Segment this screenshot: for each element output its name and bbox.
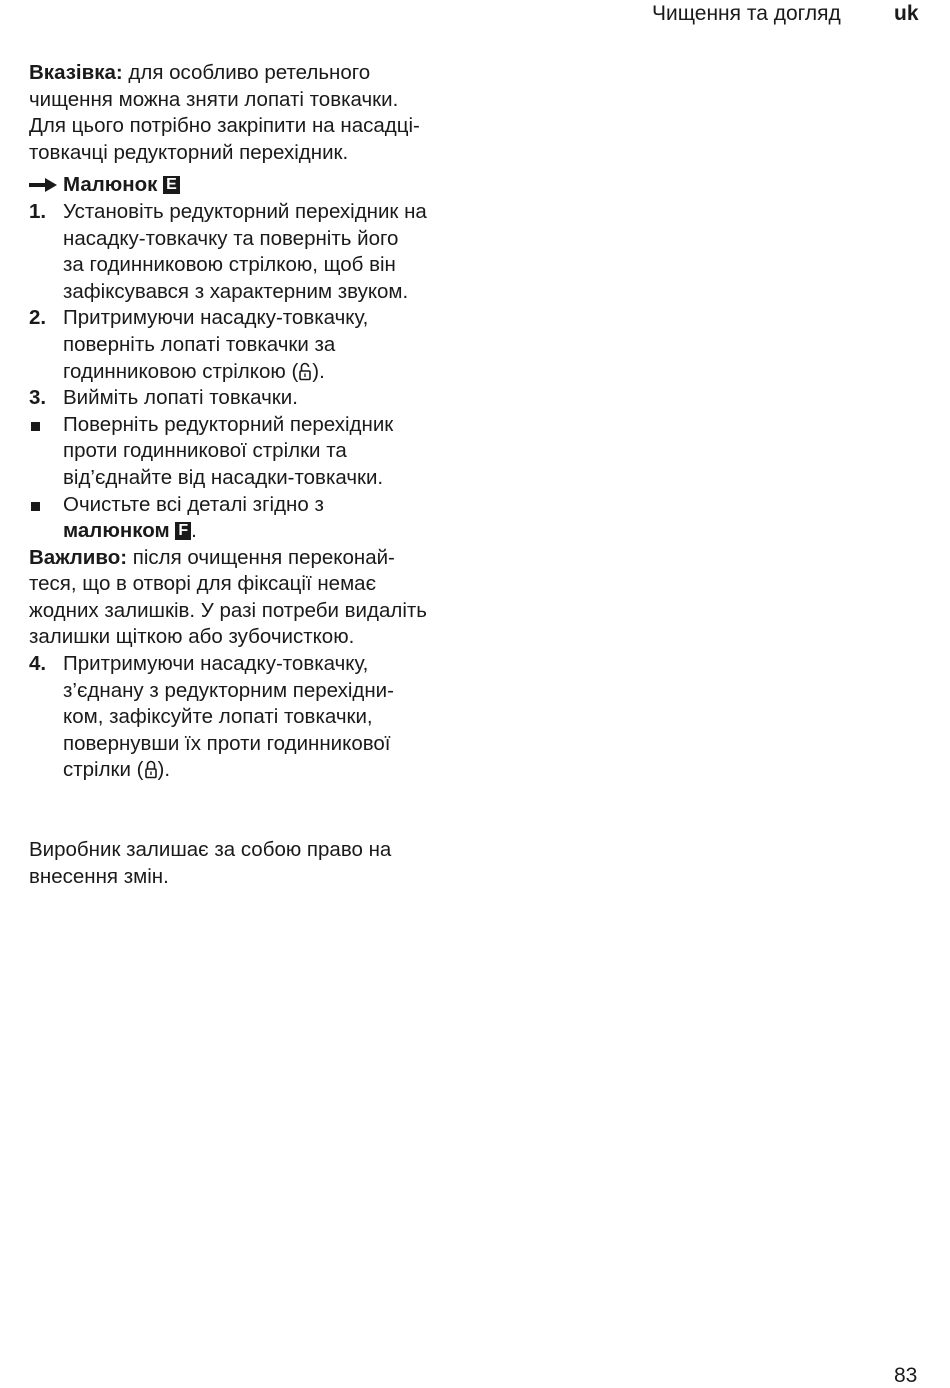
step-2: 2. Притримуючи насадку-товкачку, поверніть лопаті товкачки за годинниковою стрілкою ( ). (29, 306, 369, 383)
step-number: 2. (29, 306, 47, 330)
note-label: Вказівка: (29, 61, 123, 84)
step-1: 1. Установіть редукторний перехідник на насадку-товкачку та поверніть його за годинниковою стрілкою, щоб він зафіксувався з характерним звуком. (29, 199, 427, 303)
figure-letter-badge: F (175, 522, 191, 540)
important-paragraph: Важливо: після очищення переконай- теся, що в отворі для фіксації немає жодних залишків. У разі потреби видаліть залишки щіткою або зубочисткою. (29, 545, 427, 649)
step-4: 4. Притримуючи насадку-товкачку, з’єднану з редукторним перехідни- ком, зафіксуйте лопаті товкачки, повернувши їх проти годинникової стрілки ( ). (29, 652, 394, 782)
step-number: 3. (29, 386, 47, 410)
square-bullet-icon (31, 422, 40, 431)
page-number: 83 (894, 1364, 918, 1387)
note-paragraph: Вказівка: для особливо ретельного чищення можна зняти лопаті товкачки. Для цього потрібно закріпити на насадці- товкачці редукторний перехідник. (29, 61, 420, 164)
header-language-code: uk (894, 2, 919, 25)
important-label: Важливо: (29, 545, 128, 569)
step-3: 3. Вийміть лопаті товкачки. (29, 385, 469, 412)
bullet-1: Поверніть редукторний перехідник проти годинникової стрілки та від’єднайте від насадки-товкачки. (29, 412, 469, 492)
bullet-2: Очистьте всі деталі згідно з малюнком F . (29, 492, 469, 545)
manufacturer-note: Виробник залишає за собою право на внесення змін. (29, 838, 392, 888)
figure-label: Малюнок (63, 173, 158, 197)
unlock-icon (298, 361, 312, 381)
lock-icon (144, 759, 158, 779)
figure-reference (29, 172, 469, 199)
step-number: 4. (29, 652, 47, 676)
main-column (29, 60, 469, 890)
step-number: 1. (29, 199, 47, 223)
header-section-title: Чищення та догляд (652, 2, 841, 25)
right-arrow-icon (29, 178, 57, 192)
figure-letter-badge: E (163, 176, 180, 194)
square-bullet-icon (31, 502, 40, 511)
